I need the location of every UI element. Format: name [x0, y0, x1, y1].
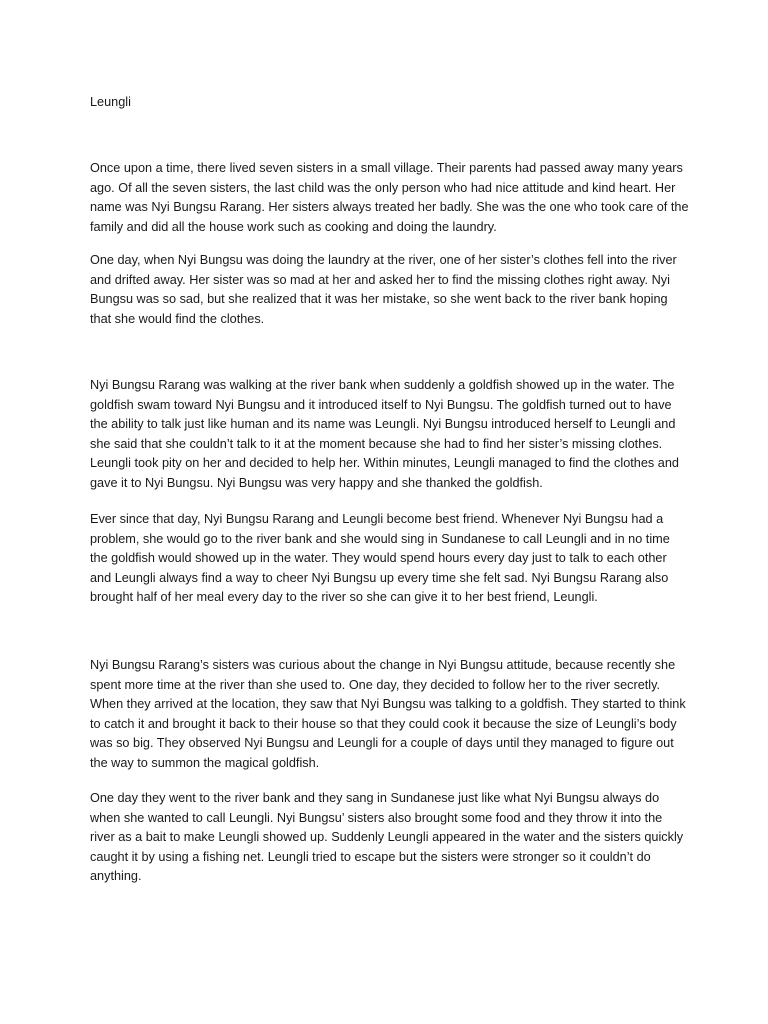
paragraph-6: One day they went to the river bank and they sang in Sundanese just like what Nyi Bungsu always do when she wanted to call Leungli. Nyi Bungsu’ sisters also brought some food and they throw it into the river as a bait to make Leungli showed up. Suddenly Leungli appeared in the water and the sisters quickly caught it by using a fishing net. Leungli tried to escape but the sisters were stronger so it couldn’t do anything.: [90, 791, 684, 884]
document-title: Leungli: [90, 95, 131, 109]
paragraph-1: Once upon a time, there lived seven sisters in a small village. Their parents had passed away many years ago. Of all the seven sisters, the last child was the only person who had nice attitude and kind heart. Her name was Nyi Bungsu Rarang. Her sisters always treated her badly. She was the one who took care of the family and did all the house work such as cooking and doing the laundry.: [90, 161, 689, 234]
paragraph-2: One day, when Nyi Bungsu was doing the laundry at the river, one of her sister’s clothes fell into the river and drifted away. Her sister was so mad at her and asked her to find the missing clothes right away. Nyi Bungsu was so sad, but she realized that it was her mistake, so she went back to the river bank hoping that she would find the clothes.: [90, 253, 677, 326]
paragraph-4: Ever since that day, Nyi Bungsu Rarang and Leungli become best friend. Whenever Nyi Bungsu had a problem, she would go to the river bank and she would sing in Sundanese to call Leungli and in no time the goldfish would showed up in the water. They would spend hours every day just to talk to each other and Leungli always find a way to cheer Nyi Bungsu up every time she felt sad. Nyi Bungsu Rarang also brought half of her meal every day to the river so she can give it to her best friend, Leungli.: [90, 512, 670, 605]
paragraph-3: Nyi Bungsu Rarang was walking at the river bank when suddenly a goldfish showed up in the water. The goldfish swam toward Nyi Bungsu and it introduced itself to Nyi Bungsu. The goldfish turned out to have the ability to talk just like human and its name was Leungli. Nyi Bungsu introduced herself to Leungli and she said that she couldn’t talk to it at the moment because she had to find her sister’s missing clothes. Leungli took pity on her and decided to help her. Within minutes, Leungli managed to find the clothes and gave it to Nyi Bungsu. Nyi Bungsu was very happy and she thanked the goldfish.: [90, 378, 679, 490]
paragraph-5: Nyi Bungsu Rarang’s sisters was curious about the change in Nyi Bungsu attitude, because recently she spent more time at the river than she used to. One day, they decided to follow her to the river secretly. When they arrived at the location, they saw that Nyi Bungsu was talking to a goldfish. They started to think to catch it and brought it back to their house so that they could cook it because the size of Leungli’s body was so big. They observed Nyi Bungsu and Leungli for a couple of days until they managed to figure out the way to summon the magical goldfish.: [90, 658, 686, 770]
